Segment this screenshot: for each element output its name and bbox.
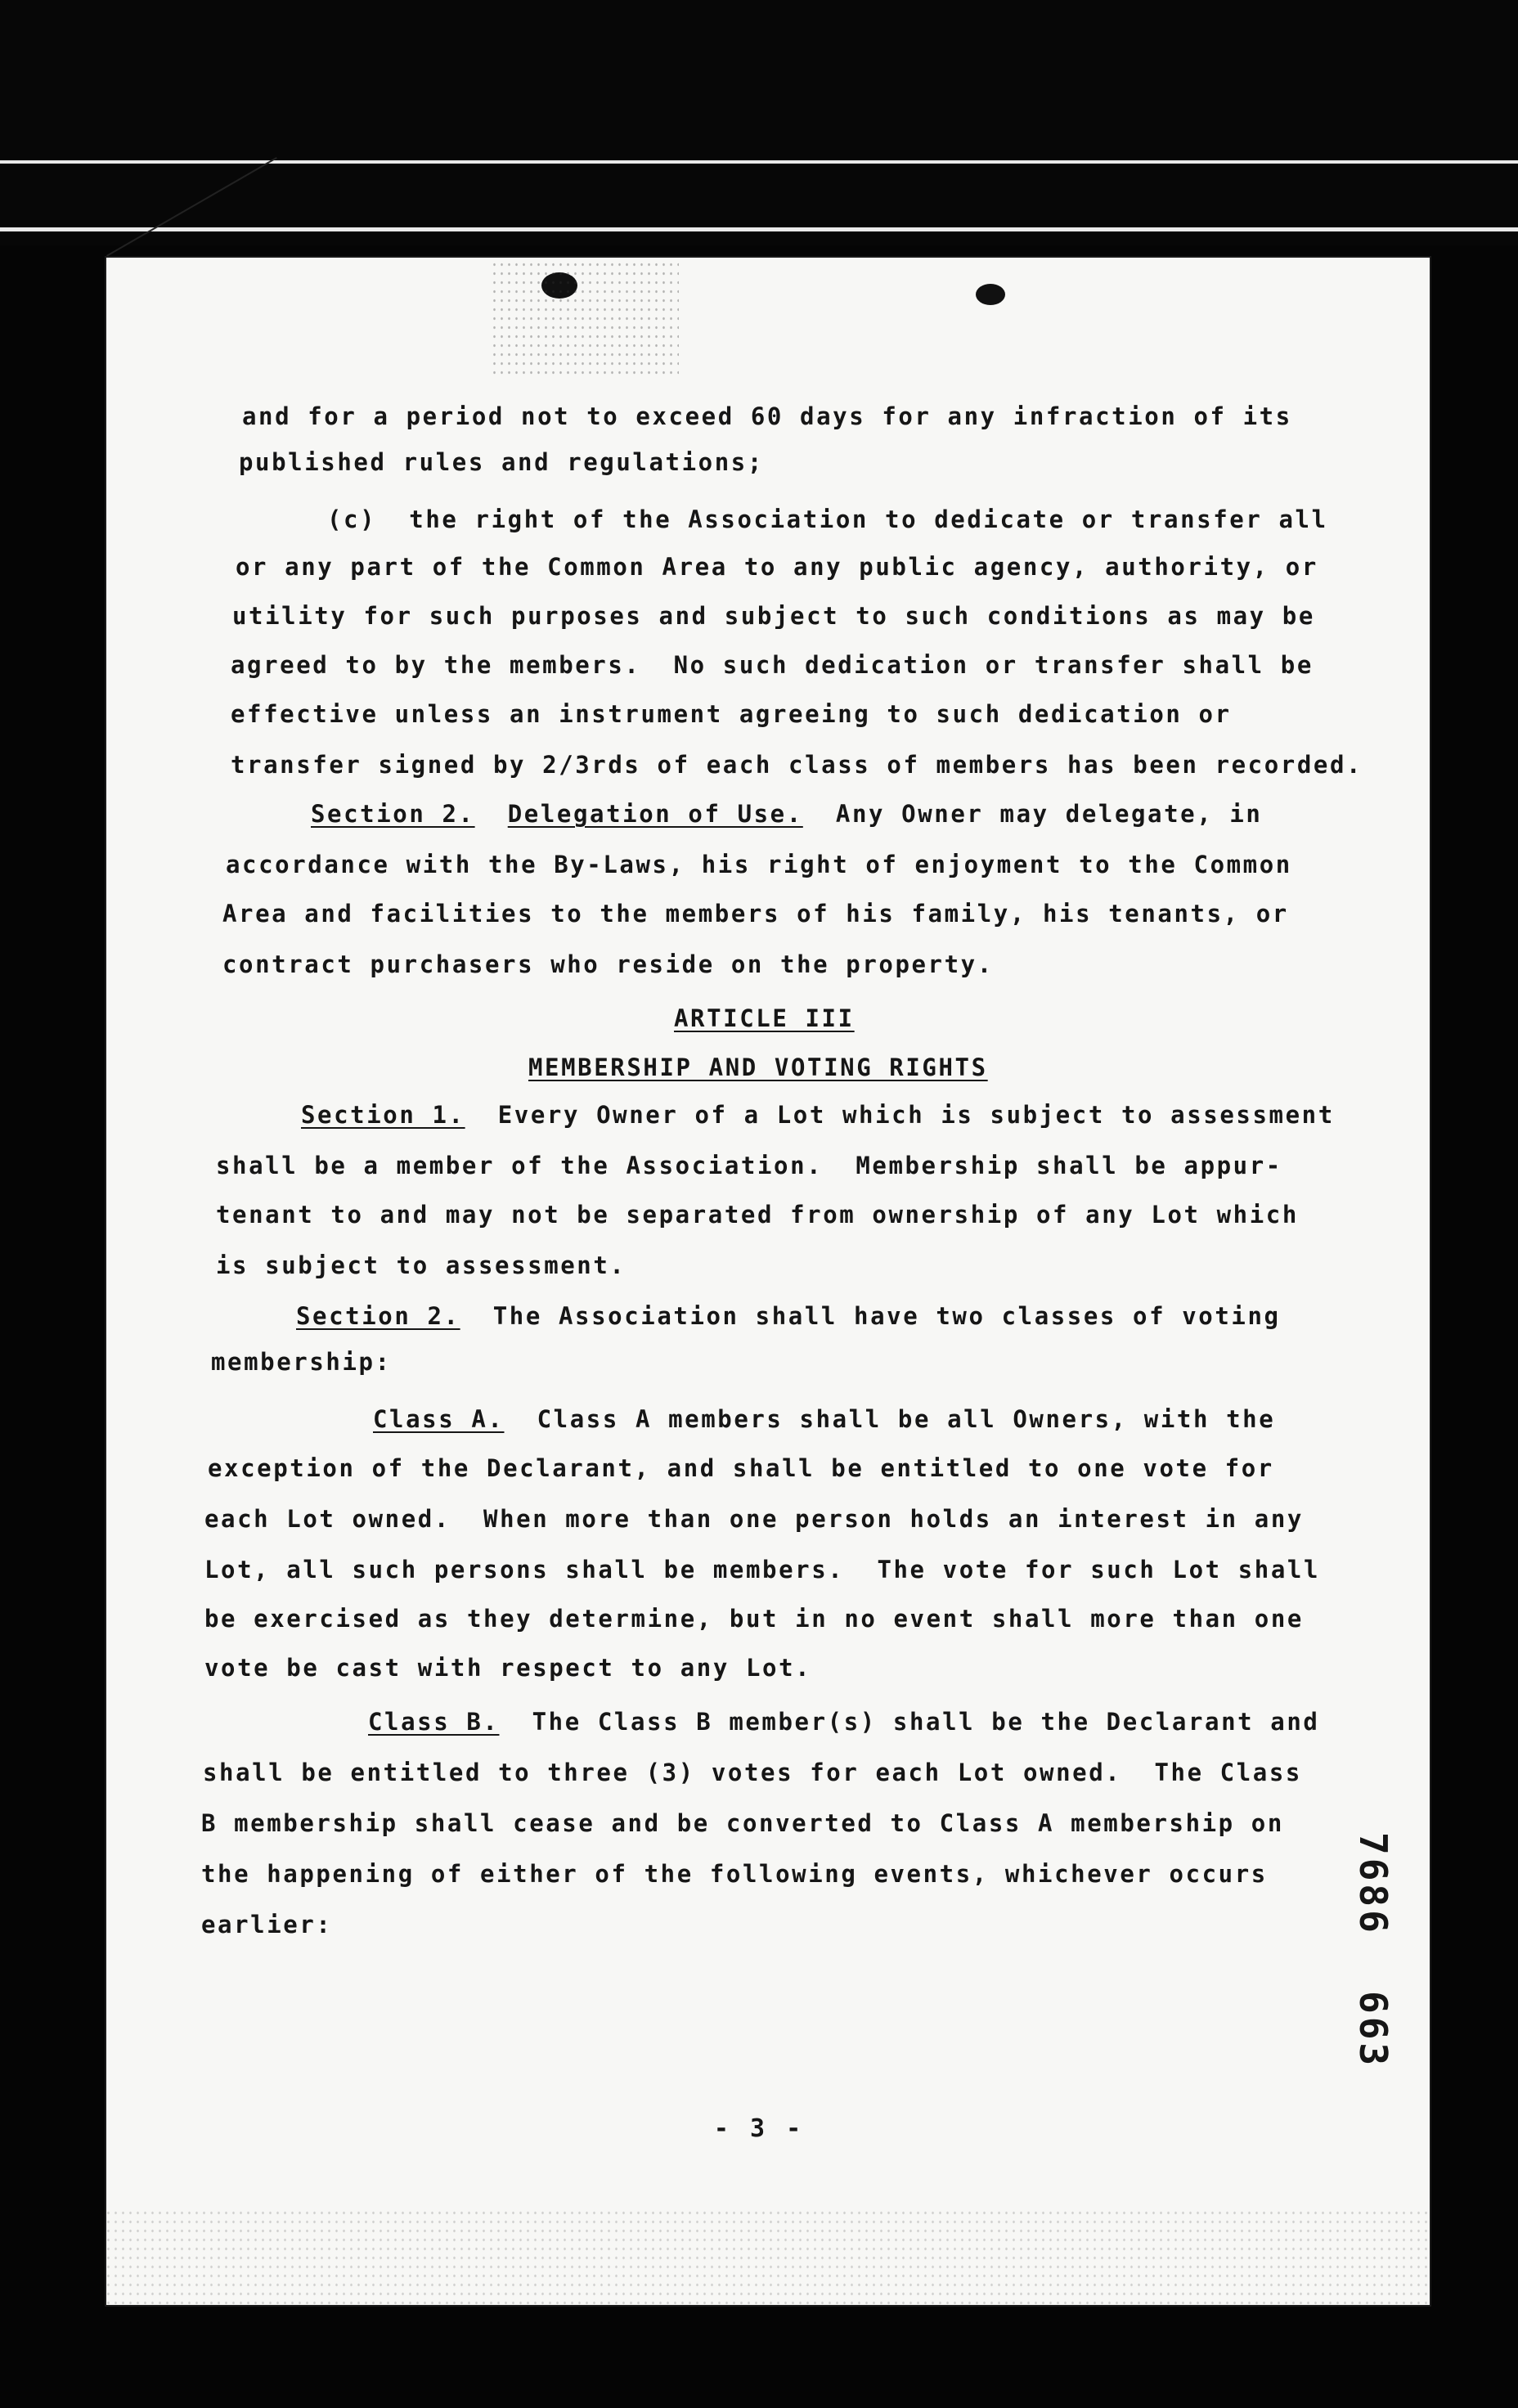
- text-line: published rules and regulations;: [239, 448, 764, 476]
- text-line: utility for such purposes and subject to such conditions as may be: [232, 602, 1315, 630]
- text-line: shall be a member of the Association. Membership shall be appur-: [216, 1152, 1282, 1179]
- section-heading: Section 2.: [296, 1302, 460, 1330]
- class-heading: Class A.: [373, 1405, 505, 1433]
- text-line: and for a period not to exceed 60 days for any infraction of its: [242, 402, 1292, 430]
- text-line: earlier:: [201, 1911, 333, 1939]
- section-paragraph-start: Section 1. Every Owner of a Lot which is subject to assessment: [301, 1101, 1335, 1129]
- page-number: - 3 -: [713, 2114, 805, 2143]
- text-line: vote be cast with respect to any Lot.: [204, 1654, 812, 1682]
- scan-border-top: [0, 0, 1518, 245]
- text-line: effective unless an instrument agreeing to such dedication or: [231, 700, 1232, 728]
- section-heading: Section 2.: [311, 800, 475, 828]
- recording-page-number: 663: [1351, 1991, 1395, 2069]
- class-paragraph-start: Class A. Class A members shall be all Owners, with the: [373, 1405, 1276, 1433]
- article-subheading: MEMBERSHIP AND VOTING RIGHTS: [528, 1054, 988, 1081]
- class-heading: Class B.: [368, 1708, 500, 1736]
- text-line: tenant to and may not be separated from ownership of any Lot which: [216, 1201, 1299, 1229]
- text-line: shall be entitled to three (3) votes for each Lot owned. The Class: [203, 1759, 1302, 1786]
- scan-noise: [491, 260, 679, 375]
- text-line: B membership shall cease and be converted to Class A membership on: [201, 1809, 1284, 1837]
- text-line: each Lot owned. When more than one person holds an interest in any: [204, 1505, 1304, 1533]
- class-paragraph-start: Class B. The Class B member(s) shall be the Declarant and: [368, 1708, 1320, 1736]
- scan-rule-top: [0, 160, 1518, 164]
- section-heading: Section 1.: [301, 1101, 465, 1129]
- text-line: or any part of the Common Area to any public agency, authority, or: [236, 553, 1318, 581]
- scan-rule-middle: [0, 227, 1518, 231]
- section-paragraph-start: Section 2. Delegation of Use. Any Owner may delegate, in: [311, 800, 1263, 828]
- section-title: Delegation of Use.: [507, 800, 803, 828]
- section-paragraph-start: Section 2. The Association shall have two classes of voting: [296, 1302, 1281, 1330]
- article-heading: ARTICLE III: [674, 1004, 855, 1032]
- text-line: accordance with the By-Laws, his right of enjoyment to the Common: [226, 851, 1292, 878]
- text-line: (c) the right of the Association to dedicate or transfer all: [327, 505, 1328, 533]
- text-line: Area and facilities to the members of his family, his tenants, or: [222, 900, 1289, 928]
- text-line: membership:: [211, 1348, 392, 1376]
- text-line: the happening of either of the following events, whichever occurs: [201, 1860, 1268, 1888]
- text-line: transfer signed by 2/3rds of each class of members has been recorded.: [231, 751, 1363, 779]
- text-line: exception of the Declarant, and shall be entitled to one vote for: [208, 1454, 1274, 1482]
- text-line: contract purchasers who reside on the property.: [222, 950, 994, 978]
- text-line: is subject to assessment.: [216, 1251, 627, 1279]
- text-line: Lot, all such persons shall be members. The vote for such Lot shall: [204, 1556, 1321, 1584]
- punch-hole-mark: [976, 284, 1005, 305]
- scan-noise: [105, 2208, 1431, 2307]
- text-line: agreed to by the members. No such dedication or transfer shall be: [231, 651, 1314, 679]
- recording-book-number: 7686: [1351, 1832, 1395, 1936]
- text-line: be exercised as they determine, but in no event shall more than one: [204, 1605, 1304, 1633]
